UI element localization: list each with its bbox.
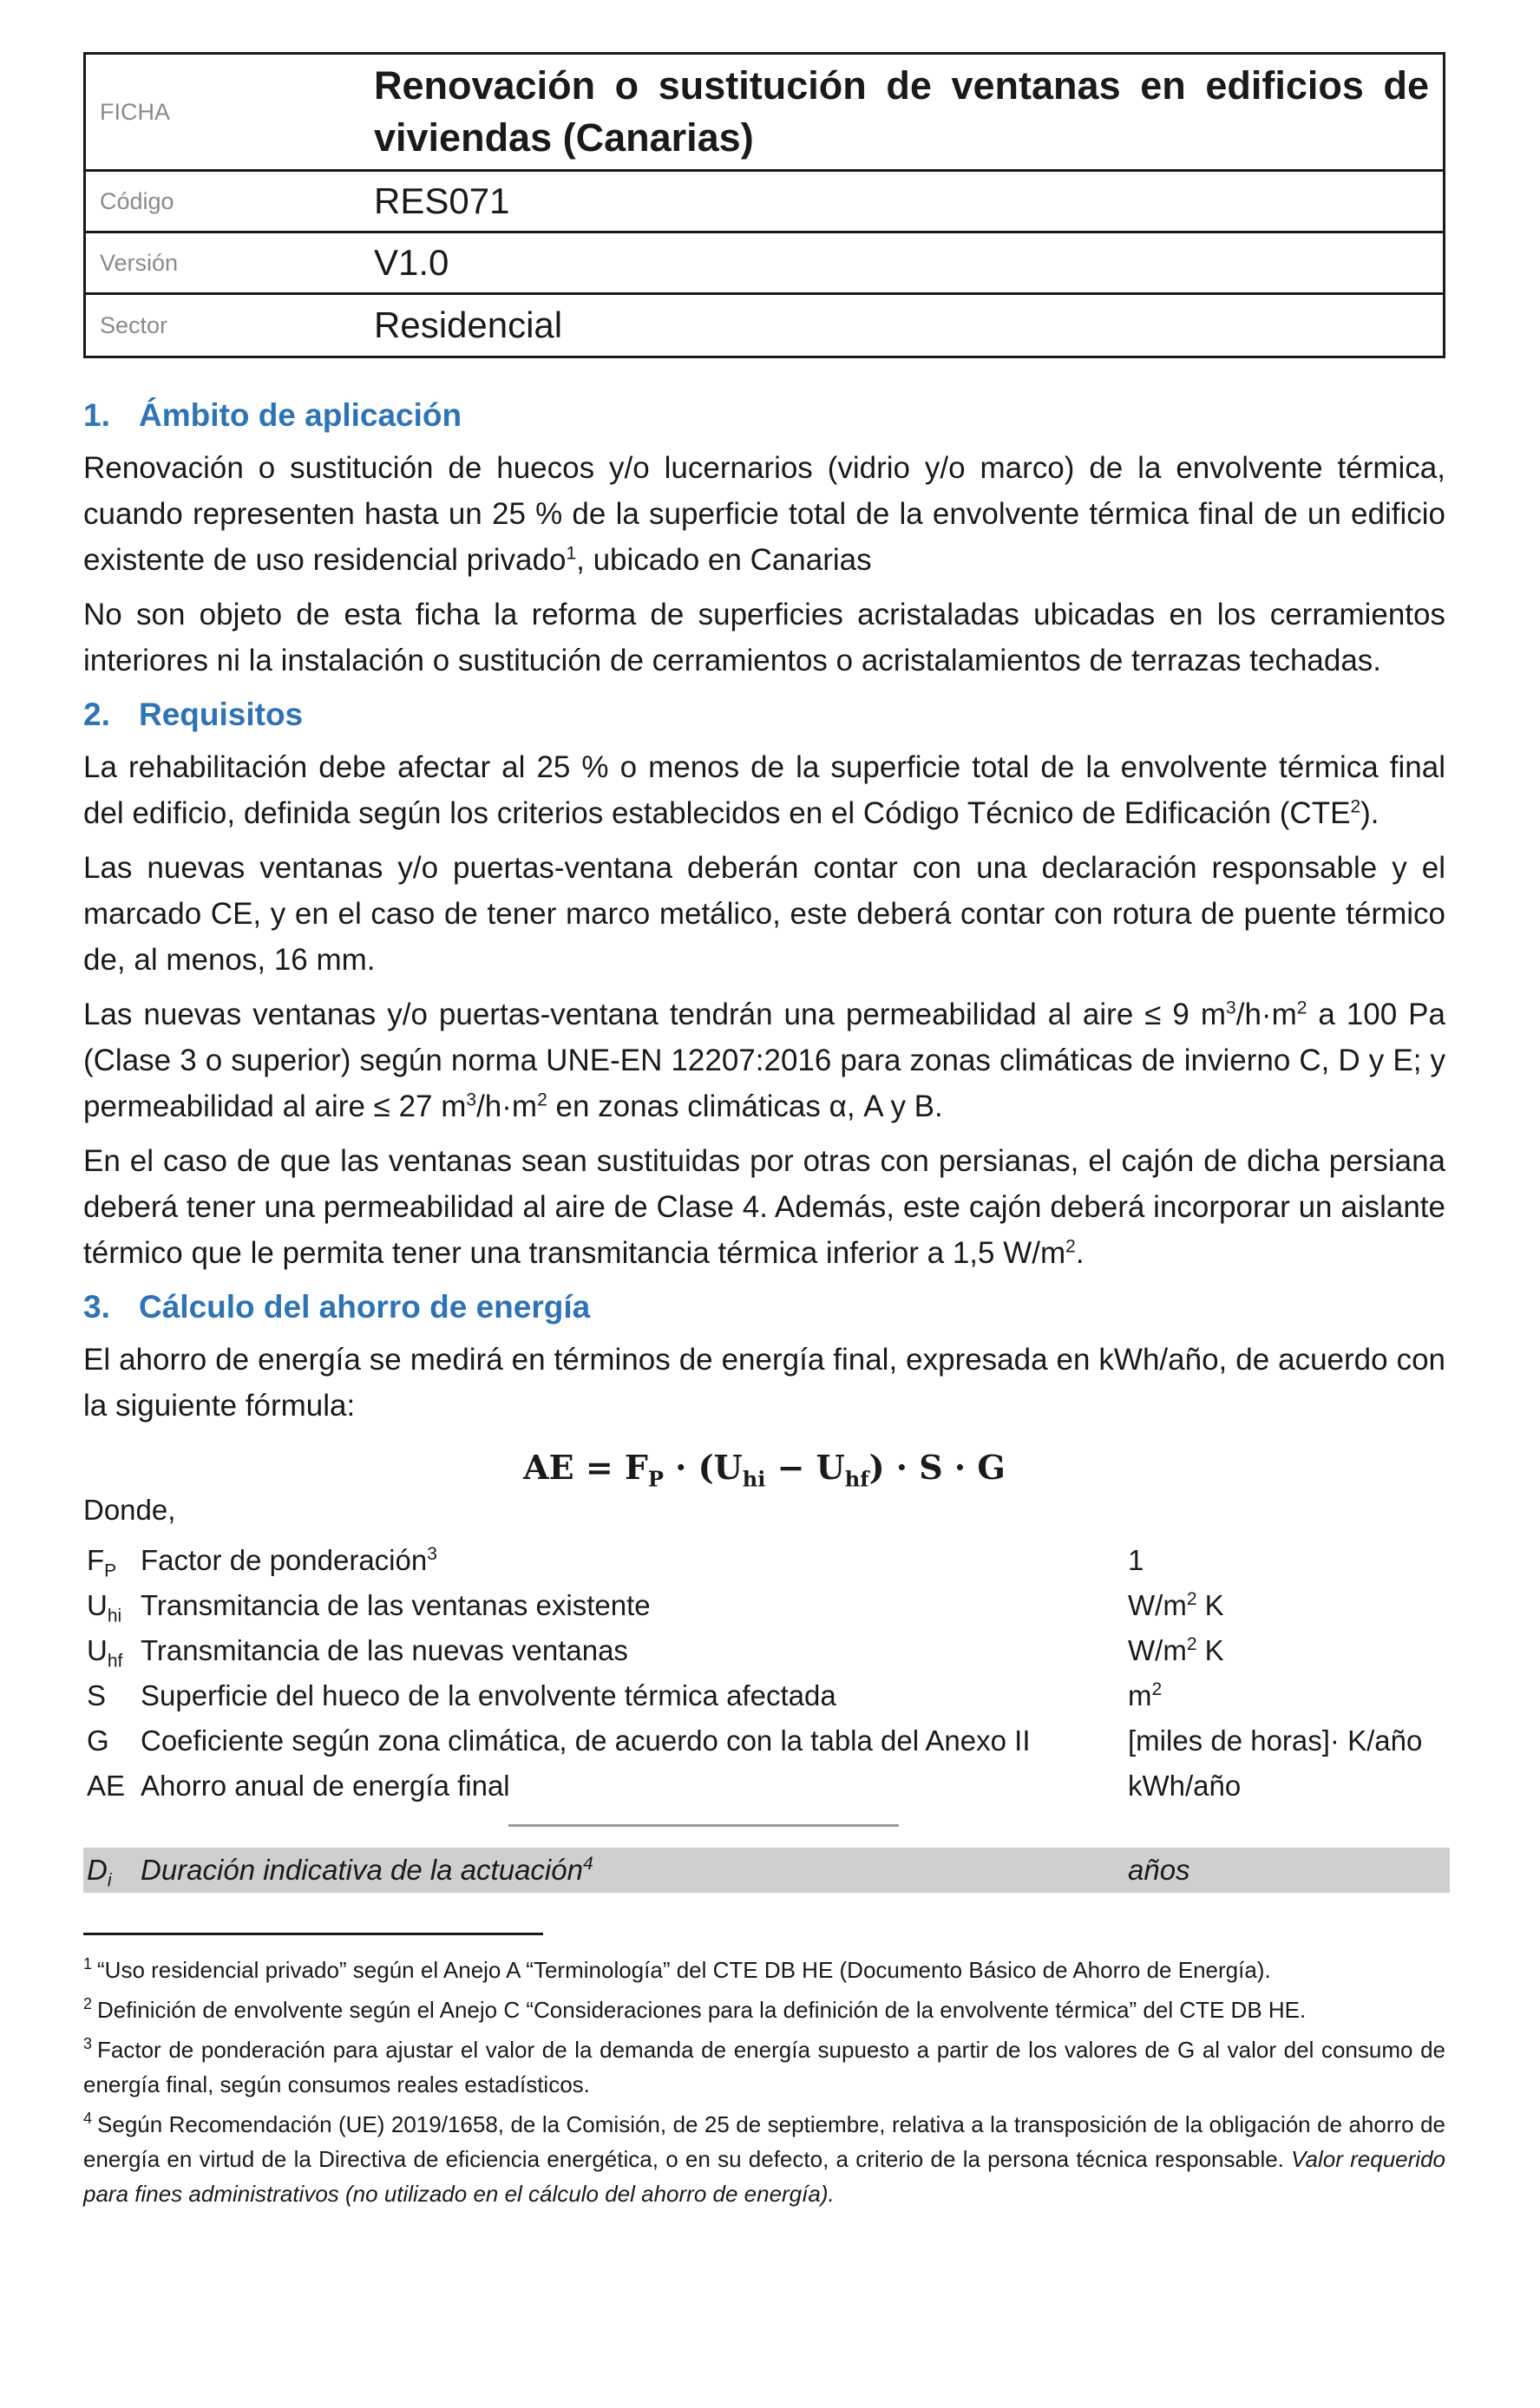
variable-symbol: $U_{hi}$	[87, 1589, 122, 1626]
superscript: 2	[537, 1089, 547, 1110]
section-title: Cálculo del ahorro de energía	[139, 1289, 591, 1325]
paragraph	[83, 744, 1445, 836]
variable-unit: 1	[1128, 1544, 1144, 1576]
text-run: En el caso de que las ventanas sean sustituidas por otras con persianas, el cajón de dicha persiana deberá tener una permeabilidad al aire de Clase 4. Además, este cajón deberá incorporar un aislante térmico que le permita tener una transmitancia térmica inferior a 1,5 W/m	[83, 1144, 1445, 1270]
variable-description: Ahorro anual de energía final	[141, 1770, 510, 1802]
header-row-ficha	[85, 54, 1445, 171]
footnote	[83, 1953, 1445, 1987]
header-label: Código	[85, 171, 375, 232]
footnote-number: 1	[83, 1955, 93, 1973]
text-run: Renovación o sustitución de huecos y/o lucernarios (vidrio y/o marco) de la envolvente térmica, cuando representen hasta un 25 % de la superficie total de la envolvente térmica final de un edificio existente de uso residencial privado	[83, 451, 1445, 577]
header-label: Sector	[85, 294, 375, 357]
superscript: 2	[1296, 998, 1307, 1018]
document-title: Renovación o sustitución de ventanas en edificios de viviendas (Canarias)	[374, 54, 1445, 171]
header-row-codigo	[85, 171, 1445, 232]
text-run: .	[1075, 1236, 1085, 1270]
footnote	[83, 2107, 1445, 2211]
header-row-sector	[85, 294, 1445, 357]
footnote-ref[interactable]: 2	[1350, 796, 1361, 817]
paragraph	[83, 445, 1445, 583]
formula-subscript: P	[647, 1466, 664, 1492]
variable-description: Superficie del hueco de la envolvente térmica afectada	[141, 1679, 836, 1711]
variable-unit: kWh/año	[1128, 1770, 1242, 1802]
variable-symbol: $U_{hf}$	[87, 1634, 123, 1672]
sector-value: Residencial	[374, 294, 1445, 357]
variable-symbol: $F_P$	[87, 1544, 117, 1581]
paragraph: Las nuevas ventanas y/o puertas-ventana deberán contar con una declaración responsable y el marcado CE, y en el caso de tener marco metálico, este deberá contar con rotura de puente térmico de, al menos, 16 mm.	[83, 851, 1445, 977]
text-run: Las nuevas ventanas y/o puertas-ventana tendrán una permeabilidad al aire ≤ 9 m	[83, 998, 1227, 1031]
paragraph: El ahorro de energía se medirá en términos de energía final, expresada en kWh/año, de acuerdo con la siguiente fórmula:	[83, 1343, 1445, 1423]
variable-symbol: AE	[87, 1770, 126, 1802]
header-row-version	[85, 232, 1445, 294]
variable-row	[83, 1583, 1450, 1628]
text-run: La rehabilitación debe afectar al 25 % o menos de la superficie total de la envolvente térmica final del edificio, definida según los criterios establecidos en el Código Técnico de Edificación (CTE	[83, 750, 1445, 830]
paragraph	[83, 991, 1445, 1129]
superscript: 2	[1065, 1236, 1076, 1257]
footnote-separator	[83, 1933, 543, 1935]
formula-subscript: hf	[844, 1466, 869, 1492]
variable-row	[83, 1718, 1450, 1763]
savings-formula	[83, 1446, 1445, 1492]
footnote	[83, 1992, 1445, 2027]
footnotes	[83, 1953, 1445, 2211]
footnote-number: 3	[83, 2035, 93, 2053]
variable-row	[83, 1538, 1450, 1583]
footnote-text: Según Recomendación (UE) 2019/1658, de la Comisión, de 25 de septiembre, relativa a la transposición de la obligación de ahorro de energía en virtud de la Directiva de eficiencia energética, o en su defecto, a criterio de la persona técnica responsable.	[83, 2111, 1445, 2172]
paragraph: No son objeto de esta ficha la reforma de superficies acristaladas ubicadas en los cerramientos interiores ni la instalación o sustitución de cerramientos o acristalamientos de terrazas techadas.	[83, 598, 1445, 677]
variable-description: Transmitancia de las nuevas ventanas	[141, 1634, 628, 1666]
footnote-text: Definición de envolvente según el Anejo C “Consideraciones para la definición de la envolvente térmica” del CTE DB HE.	[97, 1997, 1307, 2023]
header-label: FICHA	[85, 54, 375, 171]
section-number: 3.	[83, 1289, 110, 1325]
section-title: Requisitos	[139, 697, 304, 732]
text-run: /h·m	[1235, 998, 1297, 1031]
variable-unit: $W/m^2$ K	[1128, 1589, 1224, 1621]
variables-table	[83, 1538, 1450, 1809]
text-run: , ubicado en Canarias	[576, 543, 872, 577]
formula-part: · (U	[663, 1448, 743, 1487]
formula-subscript: hi	[742, 1466, 766, 1492]
section-heading-requisitos	[83, 694, 1445, 736]
formula-part: ) · S · G	[868, 1448, 1006, 1487]
variable-description: Coeficiente según zona climática, de acuerdo con la tabla del Anexo II	[141, 1724, 1031, 1757]
footnote-italic-text: Valor requerido para fines administrativos (no utilizado en el cálculo del ahorro de energía).	[83, 2146, 1445, 2207]
text-run: en zonas climáticas α, A y B.	[547, 1089, 943, 1123]
duration-unit: años	[1128, 1854, 1190, 1886]
version-value: V1.0	[374, 232, 1445, 294]
document-page	[83, 52, 1445, 2216]
divider	[508, 1824, 899, 1827]
variable-description: Factor de ponderación$^3$	[141, 1544, 437, 1576]
section-title: Ámbito de aplicación	[139, 397, 462, 433]
formula-part: − U	[765, 1448, 845, 1487]
variable-row	[83, 1763, 1450, 1809]
footnote-number: 2	[83, 1995, 93, 2013]
duration-description: Duración indicativa de la actuación$^4$	[141, 1854, 593, 1886]
superscript: 3	[1226, 998, 1236, 1018]
header-label: Versión	[85, 232, 375, 294]
variable-symbol: S	[87, 1679, 107, 1711]
variable-unit: $m^2$	[1128, 1679, 1163, 1711]
footnote-text: “Uso residencial privado” según el Anejo A “Terminología” del CTE DB HE (Documento Básico de Ahorro de Energía).	[97, 1957, 1271, 1983]
section-number: 2.	[83, 697, 110, 732]
code-value: RES071	[374, 171, 1445, 232]
text-run: a 100 Pa (Clase 3 o superior) según norma UNE-EN 12207:2016 para zonas climáticas de invierno C, D y E; y permeabilidad al aire ≤ 27 m	[83, 998, 1445, 1123]
section-heading-calculo	[83, 1286, 1445, 1328]
variable-row	[83, 1628, 1450, 1673]
paragraph	[83, 1138, 1445, 1276]
section-heading-ambito	[83, 395, 1445, 436]
fiche-header-table	[83, 52, 1445, 358]
footnote-ref[interactable]: 3	[427, 1544, 437, 1564]
formula-part: AE = F	[523, 1448, 648, 1487]
footnote	[83, 2032, 1445, 2102]
text-run: ).	[1360, 796, 1379, 830]
footnote-ref[interactable]: 4	[582, 1854, 593, 1874]
variable-unit: $W/m^2$ K	[1128, 1634, 1224, 1666]
duration-symbol: $D_i$	[87, 1854, 112, 1891]
variable-description: Transmitancia de las ventanas existente	[141, 1589, 651, 1621]
variable-unit: [miles de horas]· K/año	[1128, 1724, 1423, 1757]
footnote-number: 4	[83, 2110, 93, 2128]
variable-symbol: G	[87, 1724, 109, 1757]
text-run: /h·m	[476, 1089, 538, 1123]
superscript: 3	[466, 1089, 477, 1110]
donde-label: Donde,	[83, 1494, 176, 1526]
duration-row	[83, 1848, 1450, 1893]
variable-row	[83, 1673, 1450, 1718]
footnote-ref[interactable]: 1	[566, 543, 577, 564]
footnote-text: Factor de ponderación para ajustar el valor de la demanda de energía supuesto a partir de los valores de G al valor del consumo de energía final, según consumos reales estadísticos.	[83, 2037, 1445, 2097]
section-number: 1.	[83, 397, 110, 433]
